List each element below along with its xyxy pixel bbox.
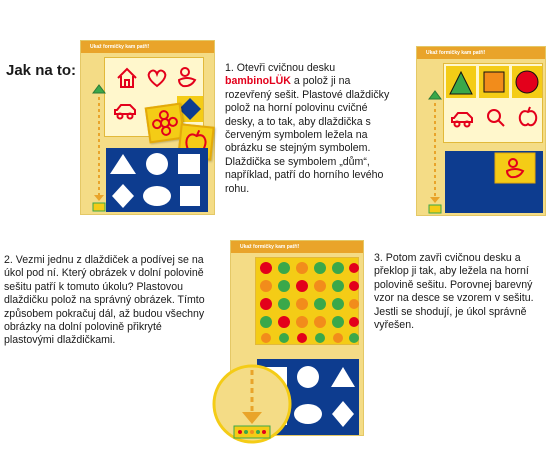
- zoom-circle: [212, 364, 292, 444]
- workbook-board: [80, 40, 215, 215]
- step-text-part: Vezmi jednu z dlaždiček a podívej se na úkol pod ní. Který obrázek v dolní polovině sešitu patří k tomuto úkolu? Plastovou dlaždičku polož na správný obrázek. Tímto způsobem pokračuj dál, až budou všechny obrázky na dolní polovině přikryté plastovými dlaždičkami.: [4, 254, 205, 347]
- illustration-step-3-board: [416, 46, 546, 216]
- step-number: 3.: [374, 252, 383, 264]
- circle-icon: [146, 153, 168, 175]
- brand-name: bambinoLÜK: [225, 75, 291, 88]
- ellipse-icon: [143, 186, 171, 206]
- magnifier-icon: [488, 110, 504, 126]
- triangle-icon: [110, 154, 136, 174]
- lower-pad-shapes: [445, 151, 543, 213]
- car-icon: [115, 105, 135, 119]
- heading: Jak na to:: [6, 62, 77, 79]
- circle-icon: [297, 366, 319, 388]
- dot-pattern: [260, 262, 359, 343]
- board-header: Ukaž formičky kam patří!: [81, 41, 214, 53]
- step-3-text: [374, 252, 550, 332]
- apple-icon: [520, 107, 536, 125]
- step-text-part: a polož ji: [293, 75, 336, 88]
- heart-icon: [149, 71, 166, 86]
- illustration-step-1: [80, 40, 215, 215]
- illustration-step-2-board: [212, 240, 364, 450]
- triangle-icon: [331, 367, 355, 387]
- board-header: Ukaž formičky kam patří!: [231, 241, 363, 253]
- square-icon: [180, 186, 200, 206]
- step-number: 2.: [4, 254, 13, 266]
- step-1-text: [225, 62, 395, 196]
- duck-icon: [179, 68, 195, 86]
- step-2-text: [4, 254, 209, 348]
- flower-icon: [147, 105, 183, 141]
- color-pattern: [256, 258, 360, 346]
- color-pattern-card: [255, 257, 359, 345]
- step-text-part: Otevři cvičnou desku: [236, 62, 336, 74]
- diamond-icon: [332, 401, 354, 427]
- car-icon: [452, 113, 472, 127]
- circle-icon: [516, 71, 538, 93]
- lower-pad-shapes: [106, 148, 208, 212]
- square-icon: [484, 72, 504, 92]
- top-card-symbols: [444, 64, 544, 144]
- lower-pad: [106, 148, 208, 212]
- dotted-arrow: [91, 83, 107, 213]
- step-number: 1.: [225, 62, 234, 74]
- step-text-part: Potom zavři cvičnou desku a překlop ji tak, aby ležela na horní polovině sešitu. Porovnej barevný vzor na desce se vzorem v sešitu. Jestli se shodují, je úkol správně vyřešen.: [374, 252, 534, 332]
- house-icon: [118, 69, 136, 87]
- board-header: Ukaž formičky kam patří!: [417, 47, 545, 59]
- dotted-arrow: [427, 89, 443, 214]
- lower-pad: [445, 151, 543, 213]
- square-icon: [178, 154, 200, 174]
- ellipse-icon: [294, 404, 322, 424]
- workbook-board: [416, 46, 546, 216]
- top-card: [443, 63, 543, 143]
- step-text-part: na rozevřený sešit. Plastové dlaždičky polož na horní polovinu cvičné desky, a to tak, aby dlaždička s červeným symbolem ležela na obrázku se stejným symbolem. Dlaždička se symbolem „dům“, například, patří do horního levého rohu.: [225, 75, 390, 195]
- diamond-icon: [112, 184, 134, 208]
